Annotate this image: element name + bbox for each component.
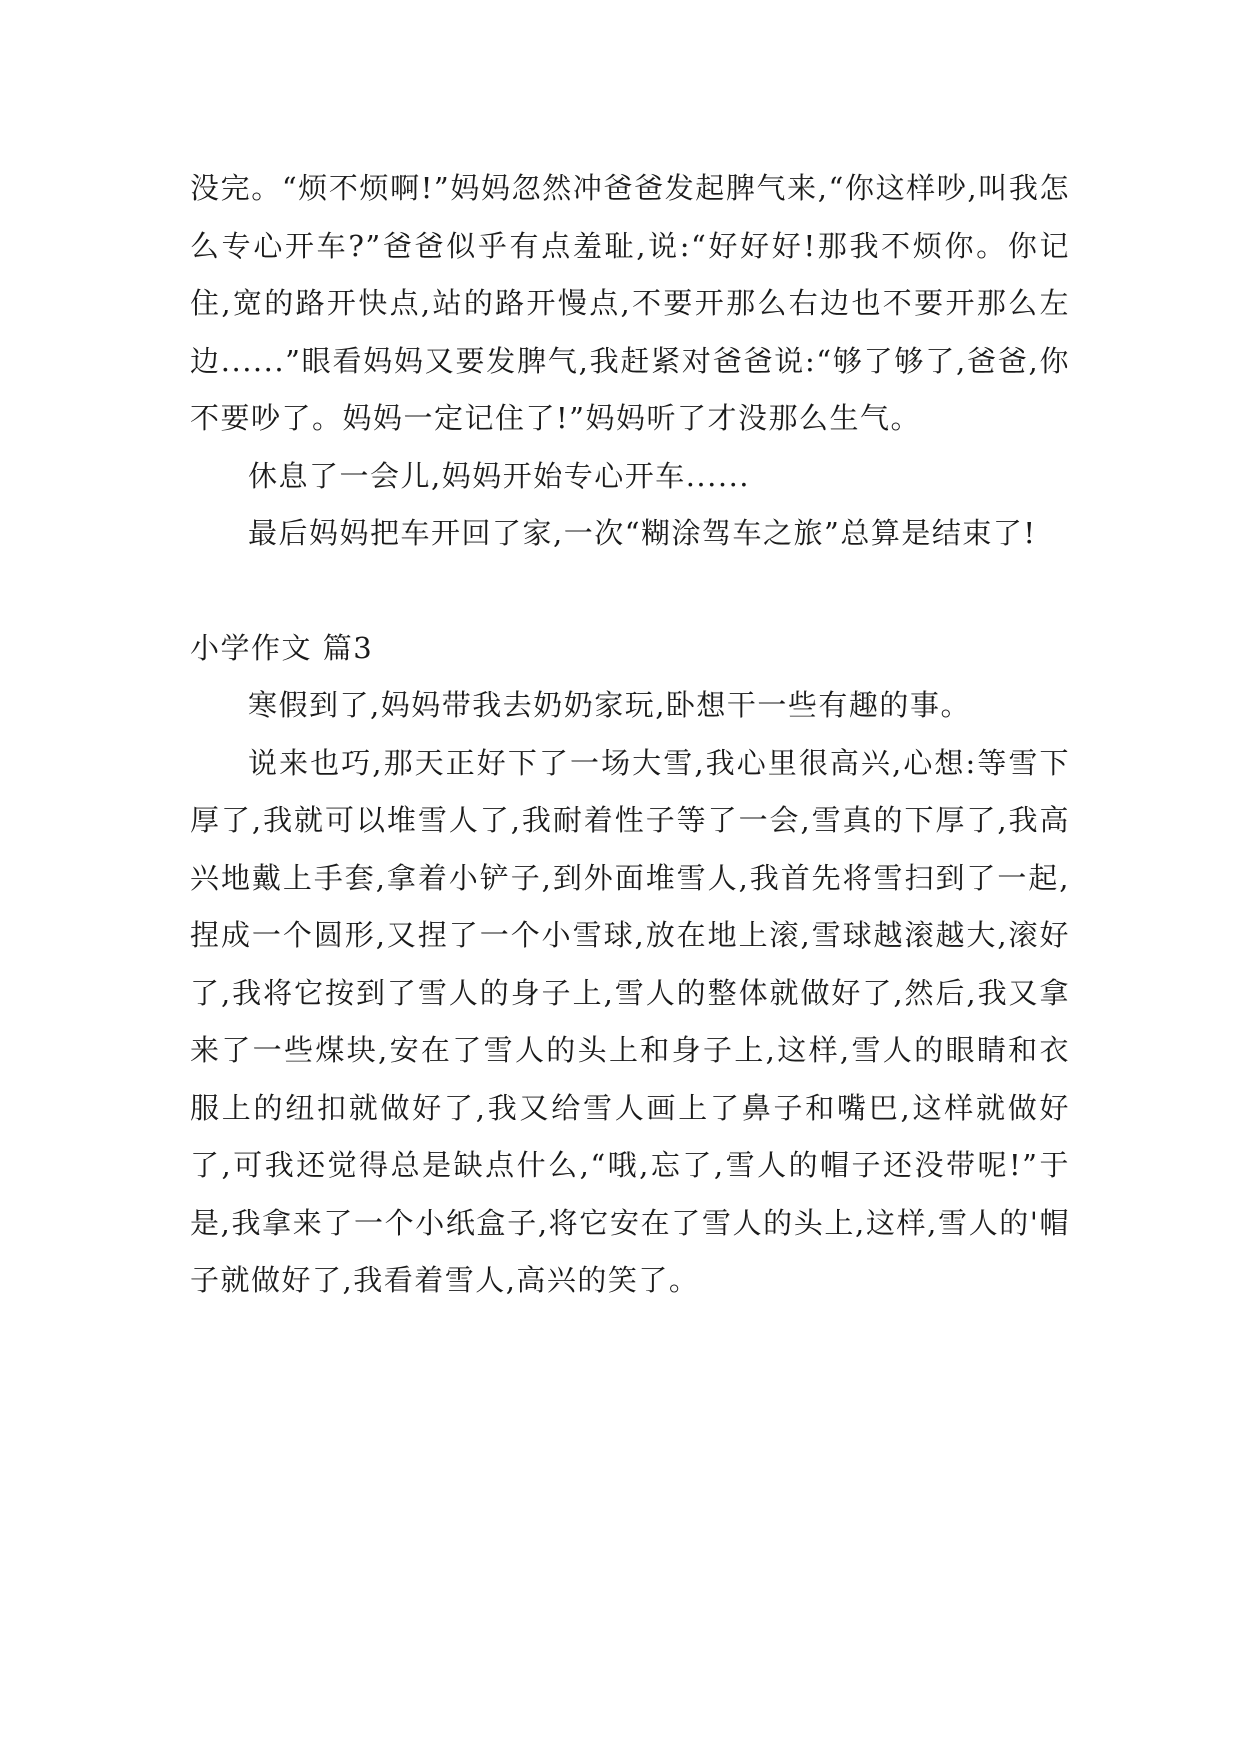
paragraph-ending: 最后妈妈把车开回了家,一次“糊涂驾车之旅”总算是结束了! bbox=[248, 516, 1037, 550]
paragraph-intro: 寒假到了,妈妈带我去奶奶家玩,卧想干一些有趣的事。 bbox=[248, 688, 971, 722]
section-title: 小学作文 篇3 bbox=[190, 630, 374, 665]
document-page bbox=[190, 160, 1070, 1310]
paragraph-rest: 休息了一会儿,妈妈开始专心开车...... bbox=[248, 458, 751, 493]
section-spacer bbox=[190, 563, 1070, 620]
paragraph-continued: 没完。“烦不烦啊!”妈妈忽然冲爸爸发起脾气来,“你这样吵,叫我怎么专心开车?”爸爸似乎有点羞耻,说:“好好好!那我不烦你。你记住,宽的路开快点,站的路开慢点,不要开那么右边也不要开那么左边......”眼看妈妈又要发脾气,我赶紧对爸爸说:“够了够了,爸爸,你不要吵了。妈妈一定记住了!”妈妈听了才没那么生气。 bbox=[190, 171, 1070, 435]
paragraph-story: 说来也巧,那天正好下了一场大雪,我心里很高兴,心想:等雪下厚了,我就可以堆雪人了,我耐着性子等了一会,雪真的下厚了,我高兴地戴上手套,拿着小铲子,到外面堆雪人,我首先将雪扫到了一起,捏成一个圆形,又捏了一个小雪球,放在地上滚,雪球越滚越大,滚好了,我将它按到了雪人的身子上,雪人的整体就做好了,然后,我又拿来了一些煤块,安在了雪人的头上和身子上,这样,雪人的眼睛和衣服上的纽扣就做好了,我又给雪人画上了鼻子和嘴巴,这样就做好了,可我还觉得总是缺点什么,“哦,忘了,雪人的帽子还没带呢!”于是,我拿来了一个小纸盒子,将它安在了雪人的头上,这样,雪人的'帽子就做好了,我看着雪人,高兴的笑了。 bbox=[190, 745, 1070, 1297]
